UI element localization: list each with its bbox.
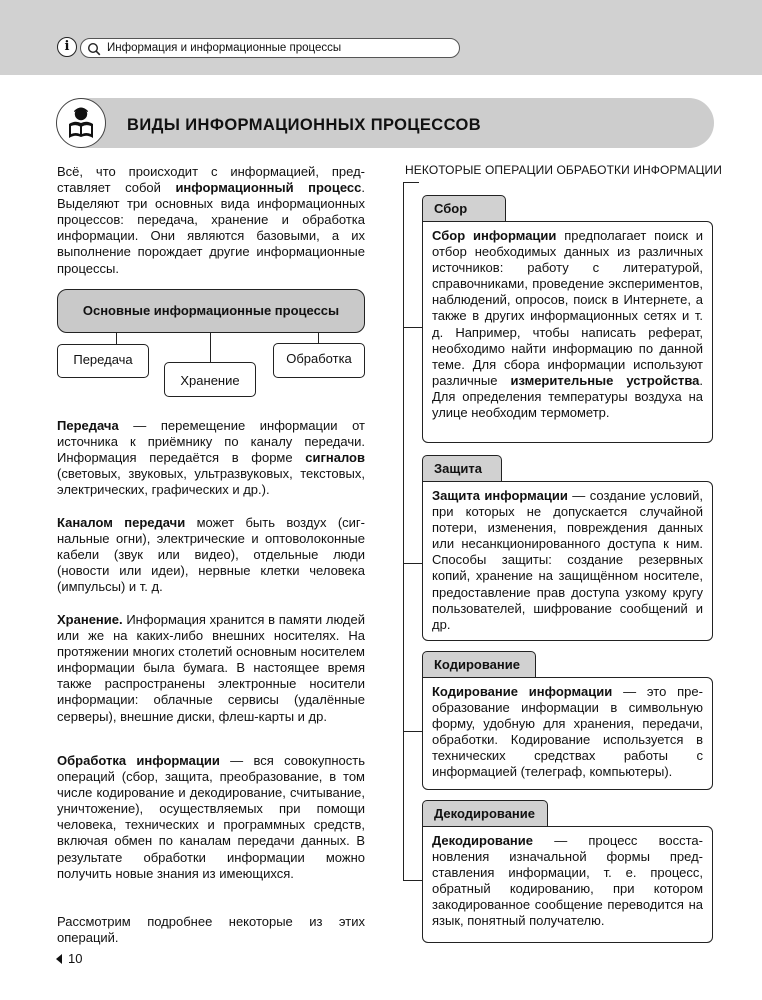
diagram-connector — [116, 333, 117, 344]
diagram-processing-box: Обработка — [273, 343, 365, 378]
search-bar[interactable] — [80, 38, 460, 58]
channel-paragraph: Каналом передачи может быть воздух (сигнальные огни), электрические и оптоволоконные кабели (звук или видео), отдельные люди (новости или идеи), нервные клетки человека (импульсы) и т. д. — [57, 515, 365, 595]
intro-paragraph: Всё, что происходит с информацией, представляет собой информационный процесс. Выделяют три основных вида информационных процессов: передача, хранение и обработка информации. Они являются базовыми, а их выполнение порождает другие информационные процессы. — [57, 164, 366, 276]
connector-collect — [403, 327, 422, 328]
transfer-paragraph: Передача — перемещение информации от источника к приёмнику по каналу передачи. Информация передаётся в форме сигналов (световых, звуковых, ультразвуковых, текстовых, электрических, графических и др.). — [57, 418, 365, 498]
section-title: ВИДЫ ИНФОРМАЦИОННЫХ ПРОЦЕССОВ — [127, 116, 482, 134]
diagram-storage-box: Хранение — [164, 362, 256, 397]
card-collect: Сбор информации предполагает поиск и отбор необходимых данных из различных источников: работу с литературой, справочниками, проведение экспериментов, наблюдений, опросов, поиск в Интернете, а также в других информационных сетях и т. д. Например, чтобы написать реферат, необходимо найти информацию по данной теме. Для сбора информации используют различные измерительные устройства. Для определения температуры воздуха на улице необходим термометр. — [422, 221, 713, 443]
info-icon: i — [57, 37, 77, 57]
operations-vertical-line — [403, 182, 404, 880]
card-decode: Декодирование — процесс восстановления изначальной формы представления информации, т. е. процесс, обратный кодированию, при котором закодированное сообщение переводится на язык, понятный получателю. — [422, 826, 713, 943]
storage-paragraph: Хранение. Информация хранится в памяти людей или же на каких-либо внешних носителях. На протяжении многих столетий основным носителем информации была бумага. В настоящее время также распространены электронные носители информации: облачные сервисы (удалённые серверы), внешние диски, флеш-карты и др. — [57, 612, 365, 724]
diagram-transfer-box: Передача — [57, 344, 149, 378]
processing-paragraph: Обработка информации — вся совокупность операций (сбор, защита, преобразование, в том числе кодирование и декодирование, считывание, уничтожение), осуществляемых при помощи человека, технических и программных средств, включая обмен по каналам передачи данных. В результате обработки информации можно получить новые знания из имеющихся. — [57, 753, 365, 881]
diagram-connector — [318, 333, 319, 343]
diagram-main-box: Основные информационные процессы — [57, 289, 365, 333]
reader-icon — [56, 98, 106, 148]
tab-protect: Защита — [422, 455, 502, 481]
operations-top-line — [403, 182, 419, 183]
search-text: Информация и информационные процессы — [107, 42, 342, 54]
card-protect: Защита информации — создание условий, при которых не допускается случайной потери, изменения, повреждения данных или несанкционированного доступа к ним. Способы защиты: создание резервных копий, хранение на защищённом носителе, предоставление прав доступа узкому кругу пользователей, шифрование сообщений и др. — [422, 481, 713, 641]
page-arrow-icon — [56, 954, 62, 964]
diagram-connector — [210, 333, 211, 363]
tab-decode: Декодирование — [422, 800, 548, 826]
connector-encode — [403, 731, 422, 732]
card-encode: Кодирование информации — это преобразование информации в символьную форму, удобную для хранения, передачи, обработки. Кодирование используется в технических средствах работы с информацией (телеграф, компьютеры). — [422, 677, 713, 790]
page-number: 10 — [56, 952, 82, 966]
search-icon — [87, 42, 101, 56]
connector-protect — [403, 563, 422, 564]
connector-decode — [403, 880, 422, 881]
more-paragraph: Рассмотрим подробнее некоторые из этих операций. — [57, 914, 365, 946]
tab-collect: Сбор — [422, 195, 506, 221]
operations-heading: НЕКОТОРЫЕ ОПЕРАЦИИ ОБРАБОТКИ ИНФОРМАЦИИ — [405, 163, 722, 177]
tab-encode: Кодирование — [422, 651, 536, 677]
